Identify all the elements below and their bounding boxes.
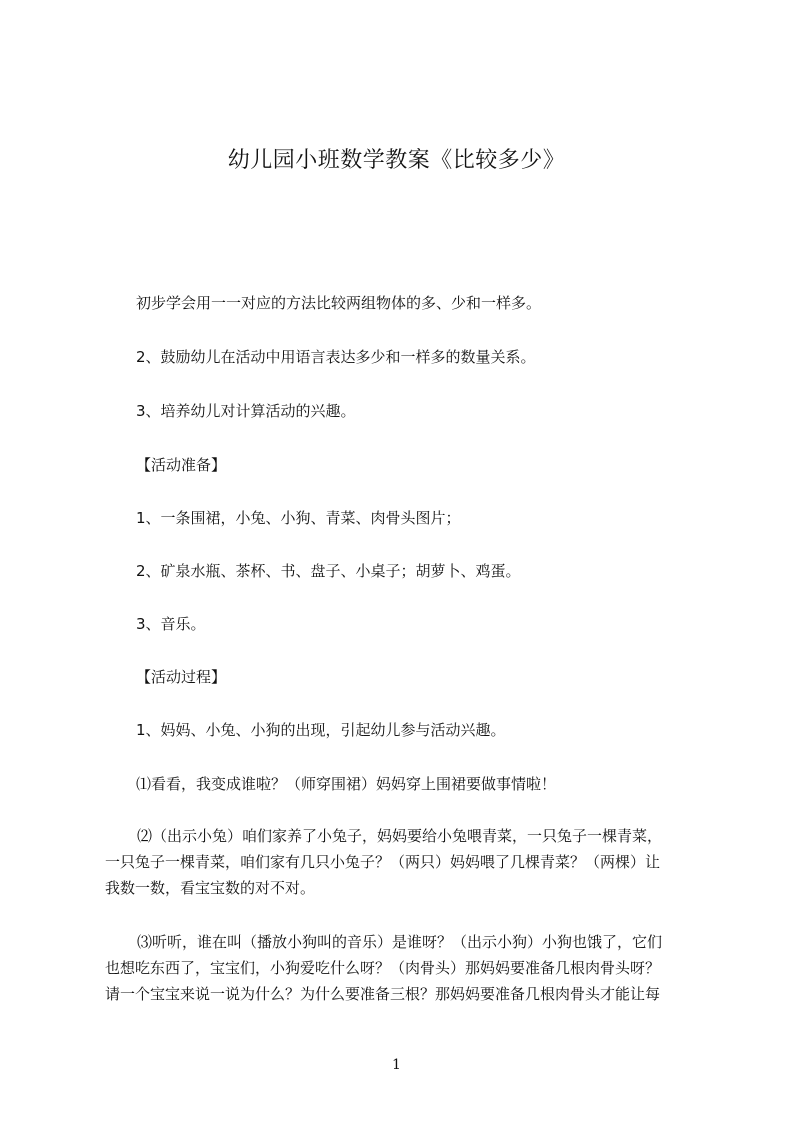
paragraph-process-step-2	[105, 823, 695, 901]
paragraph-process-step-3	[105, 929, 695, 1007]
page-title: 幼儿园小班数学教案《比较多少》	[227, 148, 566, 173]
paragraph-line: ⑵（出示小兔）咱们家养了小兔子，妈妈要给小兔喂青菜，一只兔子一棵青菜，	[137, 827, 663, 845]
paragraph-line: 我数一数，看宝宝数的对不对。	[105, 879, 316, 897]
paragraph-objective-3: 3、培养幼儿对计算活动的兴趣。	[136, 402, 356, 420]
paragraph-preparation-1: 1、一条围裙，小兔、小狗、青菜、肉骨头图片；	[136, 509, 461, 527]
section-heading-preparation: 【活动准备】	[136, 456, 227, 474]
paragraph-line: 也想吃东西了，宝宝们，小狗爱吃什么呀？（肉骨头）那妈妈要准备几根肉骨头呀？	[105, 959, 661, 977]
section-heading-process: 【活动过程】	[136, 668, 227, 686]
paragraph-objective-2: 2、鼓励幼儿在活动中用语言表达多少和一样多的数量关系。	[136, 348, 536, 366]
paragraph-line: ⑶听听，谁在叫（播放小狗叫的音乐）是谁呀？（出示小狗）小狗也饿了，它们	[137, 933, 663, 951]
page-number: 1	[392, 1057, 401, 1073]
paragraph-line: 一只兔子一棵青菜，咱们家有几只小兔子？（两只）妈妈喂了几棵青菜？（两棵）让	[105, 853, 661, 871]
paragraph-line: 请一个宝宝来说一说为什么？为什么要准备三根？那妈妈要准备几根肉骨头才能让每	[105, 985, 661, 1003]
paragraph-objective-1: 初步学会用一一对应的方法比较两组物体的多、少和一样多。	[136, 294, 542, 312]
paragraph-preparation-2: 2、矿泉水瓶、茶杯、书、盘子、小桌子；胡萝卜、鸡蛋。	[136, 562, 521, 580]
paragraph-process-1: 1、妈妈、小兔、小狗的出现，引起幼儿参与活动兴趣。	[136, 721, 506, 739]
paragraph-preparation-3: 3、音乐。	[136, 615, 206, 633]
paragraph-process-step-1: ⑴看看，我变成谁啦？（师穿围裙）妈妈穿上围裙要做事情啦！	[136, 775, 557, 793]
